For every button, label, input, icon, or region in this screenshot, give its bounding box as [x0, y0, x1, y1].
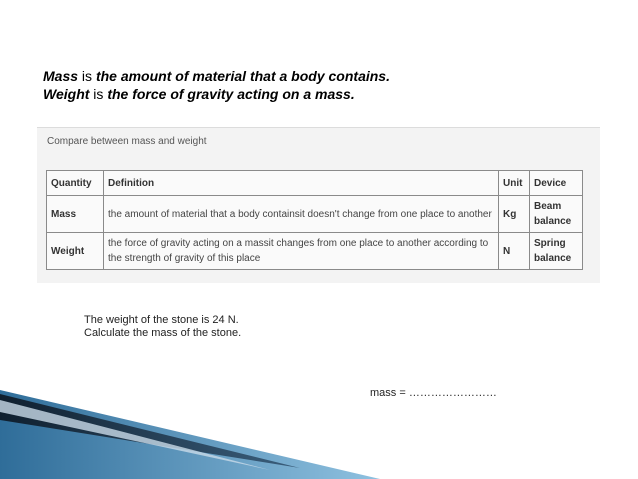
- table-header-row: [47, 171, 583, 196]
- term-weight: Weight: [43, 86, 90, 102]
- definitions: [43, 67, 390, 103]
- cell-definition: the force of gravity acting on a massit changes from one place to another according to the strength of gravity of this place: [104, 233, 499, 270]
- table-row: [47, 233, 583, 270]
- header-device: Device: [530, 171, 583, 196]
- term-mass: Mass: [43, 68, 79, 84]
- cell-unit: N: [499, 233, 530, 270]
- connector: is: [93, 86, 104, 102]
- header-unit: Unit: [499, 171, 530, 196]
- definition-text: the amount of material that a body contains.: [95, 68, 390, 84]
- problem-statement: [84, 314, 241, 340]
- cell-quantity: Weight: [47, 233, 104, 270]
- problem-line-1: The weight of the stone is 24 N.: [84, 314, 239, 326]
- cell-quantity: Mass: [47, 196, 104, 233]
- definition-mass: [43, 67, 390, 85]
- table-row: [47, 196, 583, 233]
- header-definition: Definition: [104, 171, 499, 196]
- cell-device: Spring balance: [530, 233, 583, 270]
- comparison-panel: [37, 127, 600, 283]
- comparison-table: [46, 170, 583, 270]
- panel-title: Compare between mass and weight: [47, 136, 207, 147]
- decor-light-wedge: [0, 390, 380, 479]
- cell-unit: Kg: [499, 196, 530, 233]
- definition-weight: [43, 85, 390, 103]
- cell-definition: the amount of material that a body containsit doesn't change from one place to another: [104, 196, 499, 233]
- connector: is: [81, 68, 93, 84]
- corner-decoration: [0, 360, 380, 479]
- answer-line: mass = ……………………: [370, 387, 497, 399]
- problem-line-2: Calculate the mass of the stone.: [84, 327, 242, 339]
- definition-text: the force of gravity acting on a mass.: [107, 86, 355, 102]
- cell-device: Beam balance: [530, 196, 583, 233]
- header-quantity: Quantity: [47, 171, 104, 196]
